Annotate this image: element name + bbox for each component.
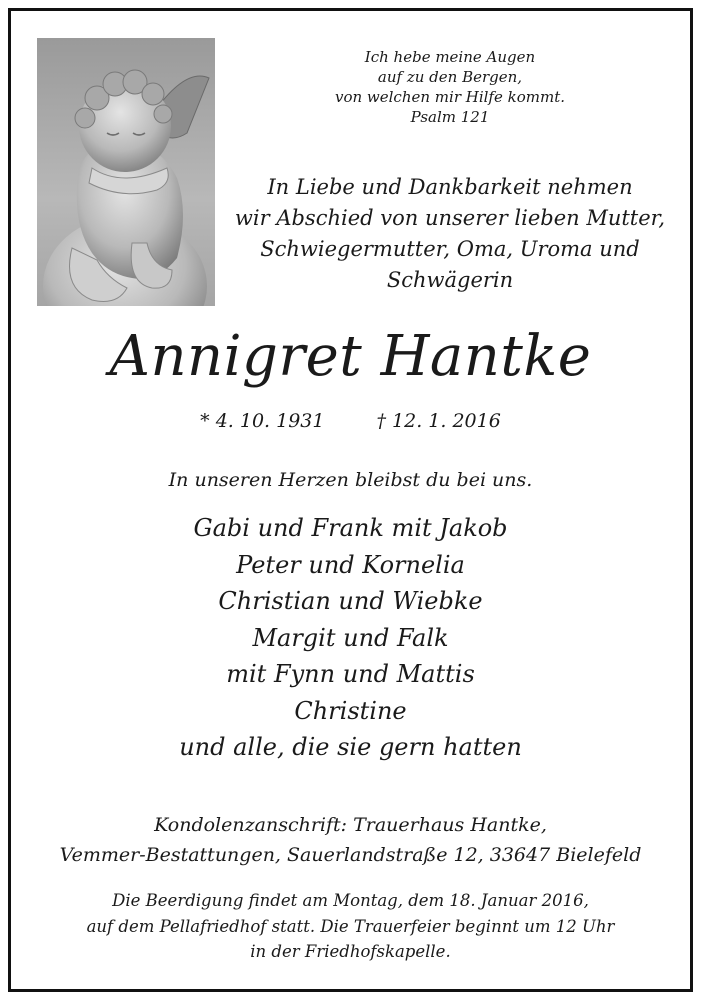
mourner-line: Christian und Wiebke [218, 587, 483, 615]
mourner-line: mit Fynn und Mattis [226, 660, 475, 688]
life-dates [0, 408, 701, 434]
mourner-line: Peter und Kornelia [236, 550, 465, 579]
psalm-quote [300, 47, 600, 127]
mourners-list [0, 510, 701, 766]
funeral-line: auf dem Pellafriedhof statt. Die Trauerfeier beginnt um 12 Uhr [86, 916, 615, 936]
birth-date: * 4. 10. 1931 [200, 410, 325, 432]
mourner-line: Christine [294, 696, 407, 725]
condolence-address [0, 810, 701, 870]
mourner-line: und alle, die sie gern hatten [179, 733, 522, 761]
mourner-line: Gabi und Frank mit Jakob [193, 514, 508, 542]
condolence-line: Vemmer-Bestattungen, Sauerlandstraße 12, 33647 Bielefeld [59, 844, 642, 866]
psalm-line: Ich hebe meine Augen [364, 48, 536, 66]
funeral-info [0, 888, 701, 965]
funeral-line: in der Friedhofskapelle. [250, 942, 451, 961]
intro-line: Schwägerin [386, 268, 514, 292]
angel-statue-photo [37, 38, 215, 306]
psalm-line: von welchen mir Hilfe kommt. [334, 88, 565, 106]
psalm-line: auf zu den Bergen, [377, 68, 523, 86]
angel-statue-icon [37, 38, 215, 306]
psalm-reference: Psalm 121 [410, 108, 490, 126]
mourner-line: Margit und Falk [252, 623, 449, 652]
intro-line: Schwiegermutter, Oma, Uroma und [260, 237, 640, 261]
intro-line: wir Abschied von unserer lieben Mutter, [234, 206, 666, 230]
memorial-phrase: In unseren Herzen bleibst du bei uns. [168, 469, 533, 491]
intro-line: In Liebe und Dankbarkeit nehmen [267, 175, 633, 199]
condolence-line: Kondolenzanschrift: Trauerhaus Hantke, [154, 814, 547, 836]
death-date: † 12. 1. 2016 [376, 410, 501, 432]
intro-text [230, 172, 670, 296]
funeral-line: Die Beerdigung findet am Montag, dem 18. Januar 2016, [112, 891, 589, 910]
deceased-name: Annigret Hantke [109, 324, 592, 389]
